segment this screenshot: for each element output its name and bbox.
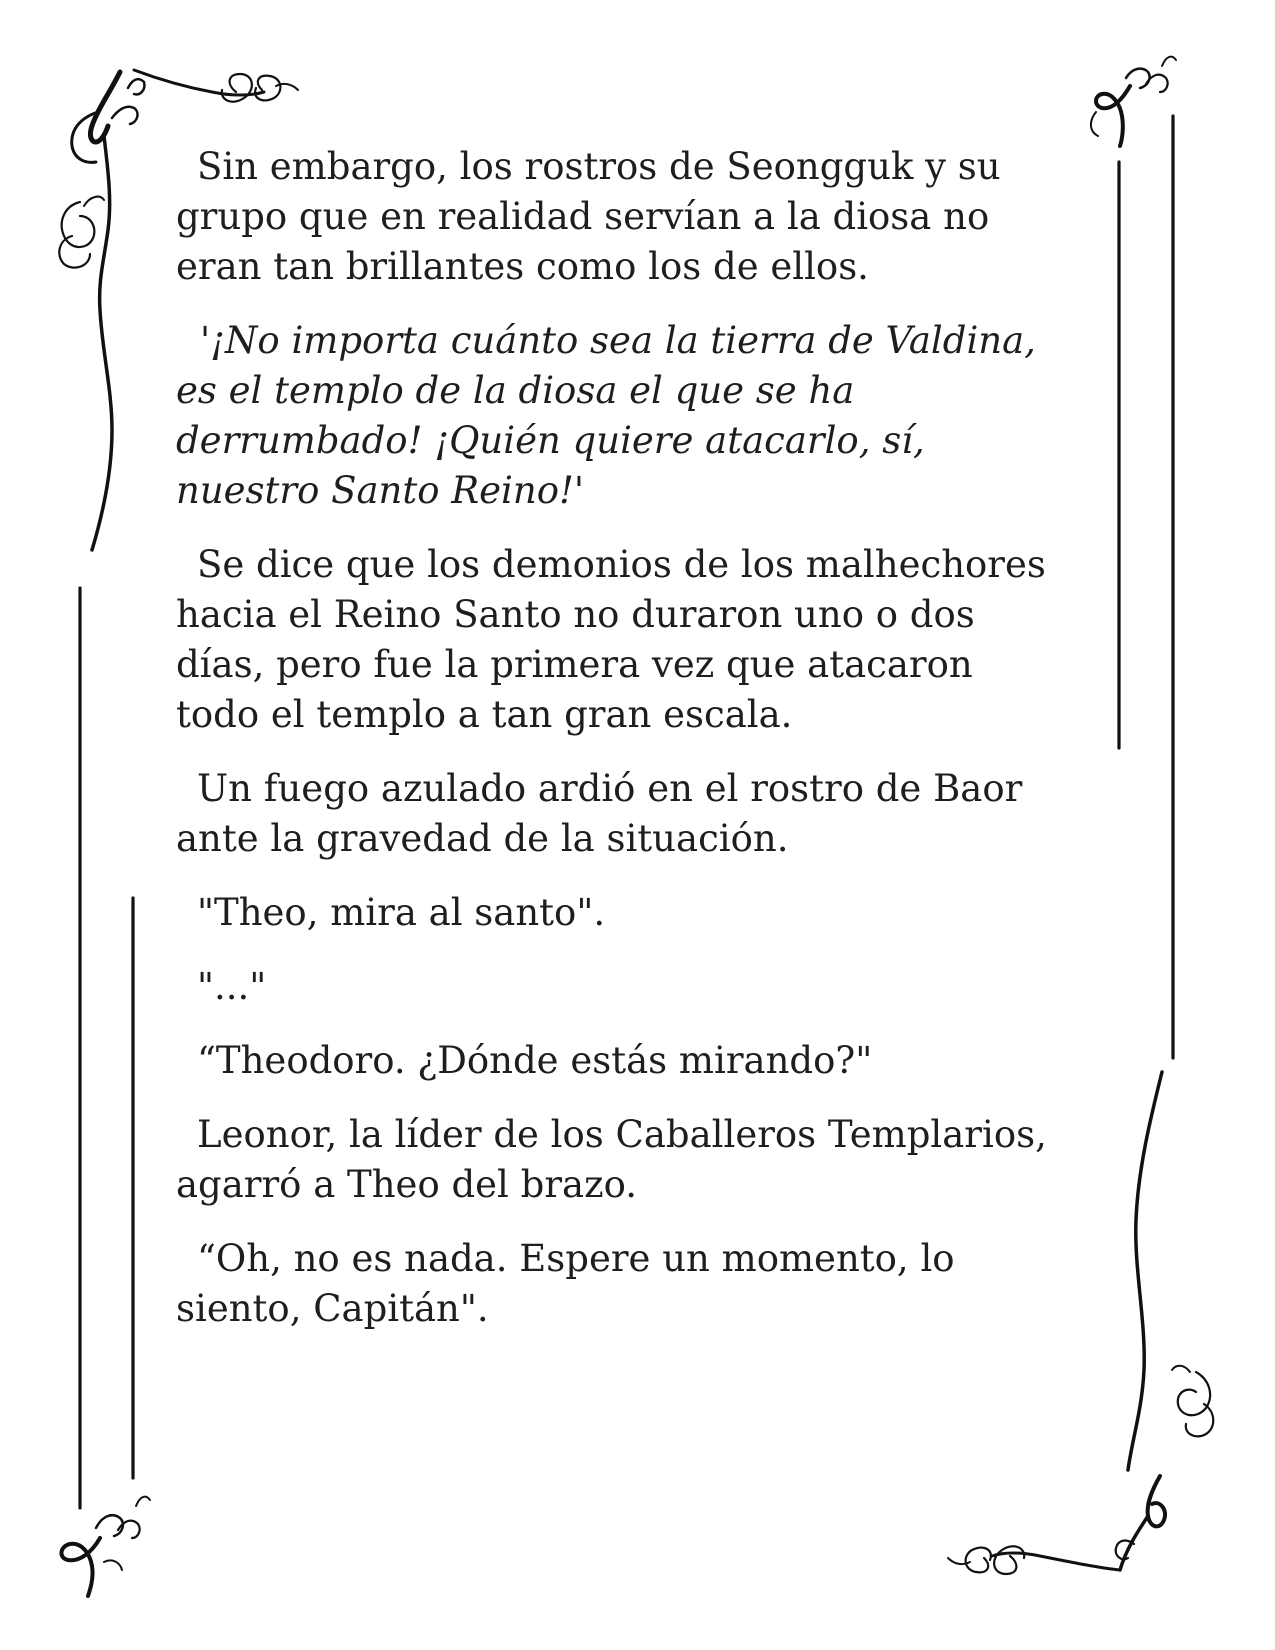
text-line: derrumbado! ¡Quién quiere atacarlo, sí, (176, 419, 925, 462)
text-line: días, pero fue la primera vez que atacaron (176, 643, 973, 686)
text-line: siento, Capitán". (176, 1287, 489, 1330)
bottom-left-flourish-ornament (61, 1497, 150, 1596)
text-line: ante la gravedad de la situación. (176, 817, 789, 860)
paragraph-8 (176, 1110, 1096, 1210)
text-line: hacia el Reino Santo no duraron uno o dos (176, 593, 975, 636)
document-body (176, 142, 1096, 1358)
paragraph-3 (176, 540, 1096, 740)
paragraph-4 (176, 764, 1096, 864)
paragraph-1 (176, 142, 1096, 292)
text-line: "Theo, mira al santo". (197, 891, 606, 934)
top-right-flourish-ornament (1091, 57, 1176, 146)
text-line: “Theodoro. ¿Dónde estás mirando?" (197, 1039, 873, 1082)
paragraph-7-dialogue (176, 1036, 1096, 1086)
text-line: todo el templo a tan gran escala. (176, 693, 793, 736)
text-line: Leonor, la líder de los Caballeros Templarios, (197, 1113, 1047, 1156)
paragraph-9-dialogue (176, 1234, 1096, 1334)
paragraph-6-dialogue (176, 962, 1096, 1012)
text-line: Sin embargo, los rostros de Seongguk y su (197, 145, 1001, 188)
text-line: Se dice que los demonios de los malhechores (197, 543, 1046, 586)
text-line: eran tan brillantes como los de ellos. (176, 245, 869, 288)
text-line: '¡No importa cuánto sea la tierra de Valdina, (200, 319, 1036, 362)
text-line: grupo que en realidad servían a la diosa no (176, 195, 990, 238)
text-line: “Oh, no es nada. Espere un momento, lo (197, 1237, 955, 1280)
text-line: Un fuego azulado ardió en el rostro de Baor (197, 767, 1023, 810)
paragraph-2-italic-thought (176, 316, 1096, 516)
text-line: "..." (197, 965, 267, 1008)
paragraph-5-dialogue (176, 888, 1096, 938)
text-line: agarró a Theo del brazo. (176, 1163, 637, 1206)
text-line: nuestro Santo Reino!' (176, 469, 585, 512)
text-line: es el templo de la diosa el que se ha (176, 369, 855, 412)
